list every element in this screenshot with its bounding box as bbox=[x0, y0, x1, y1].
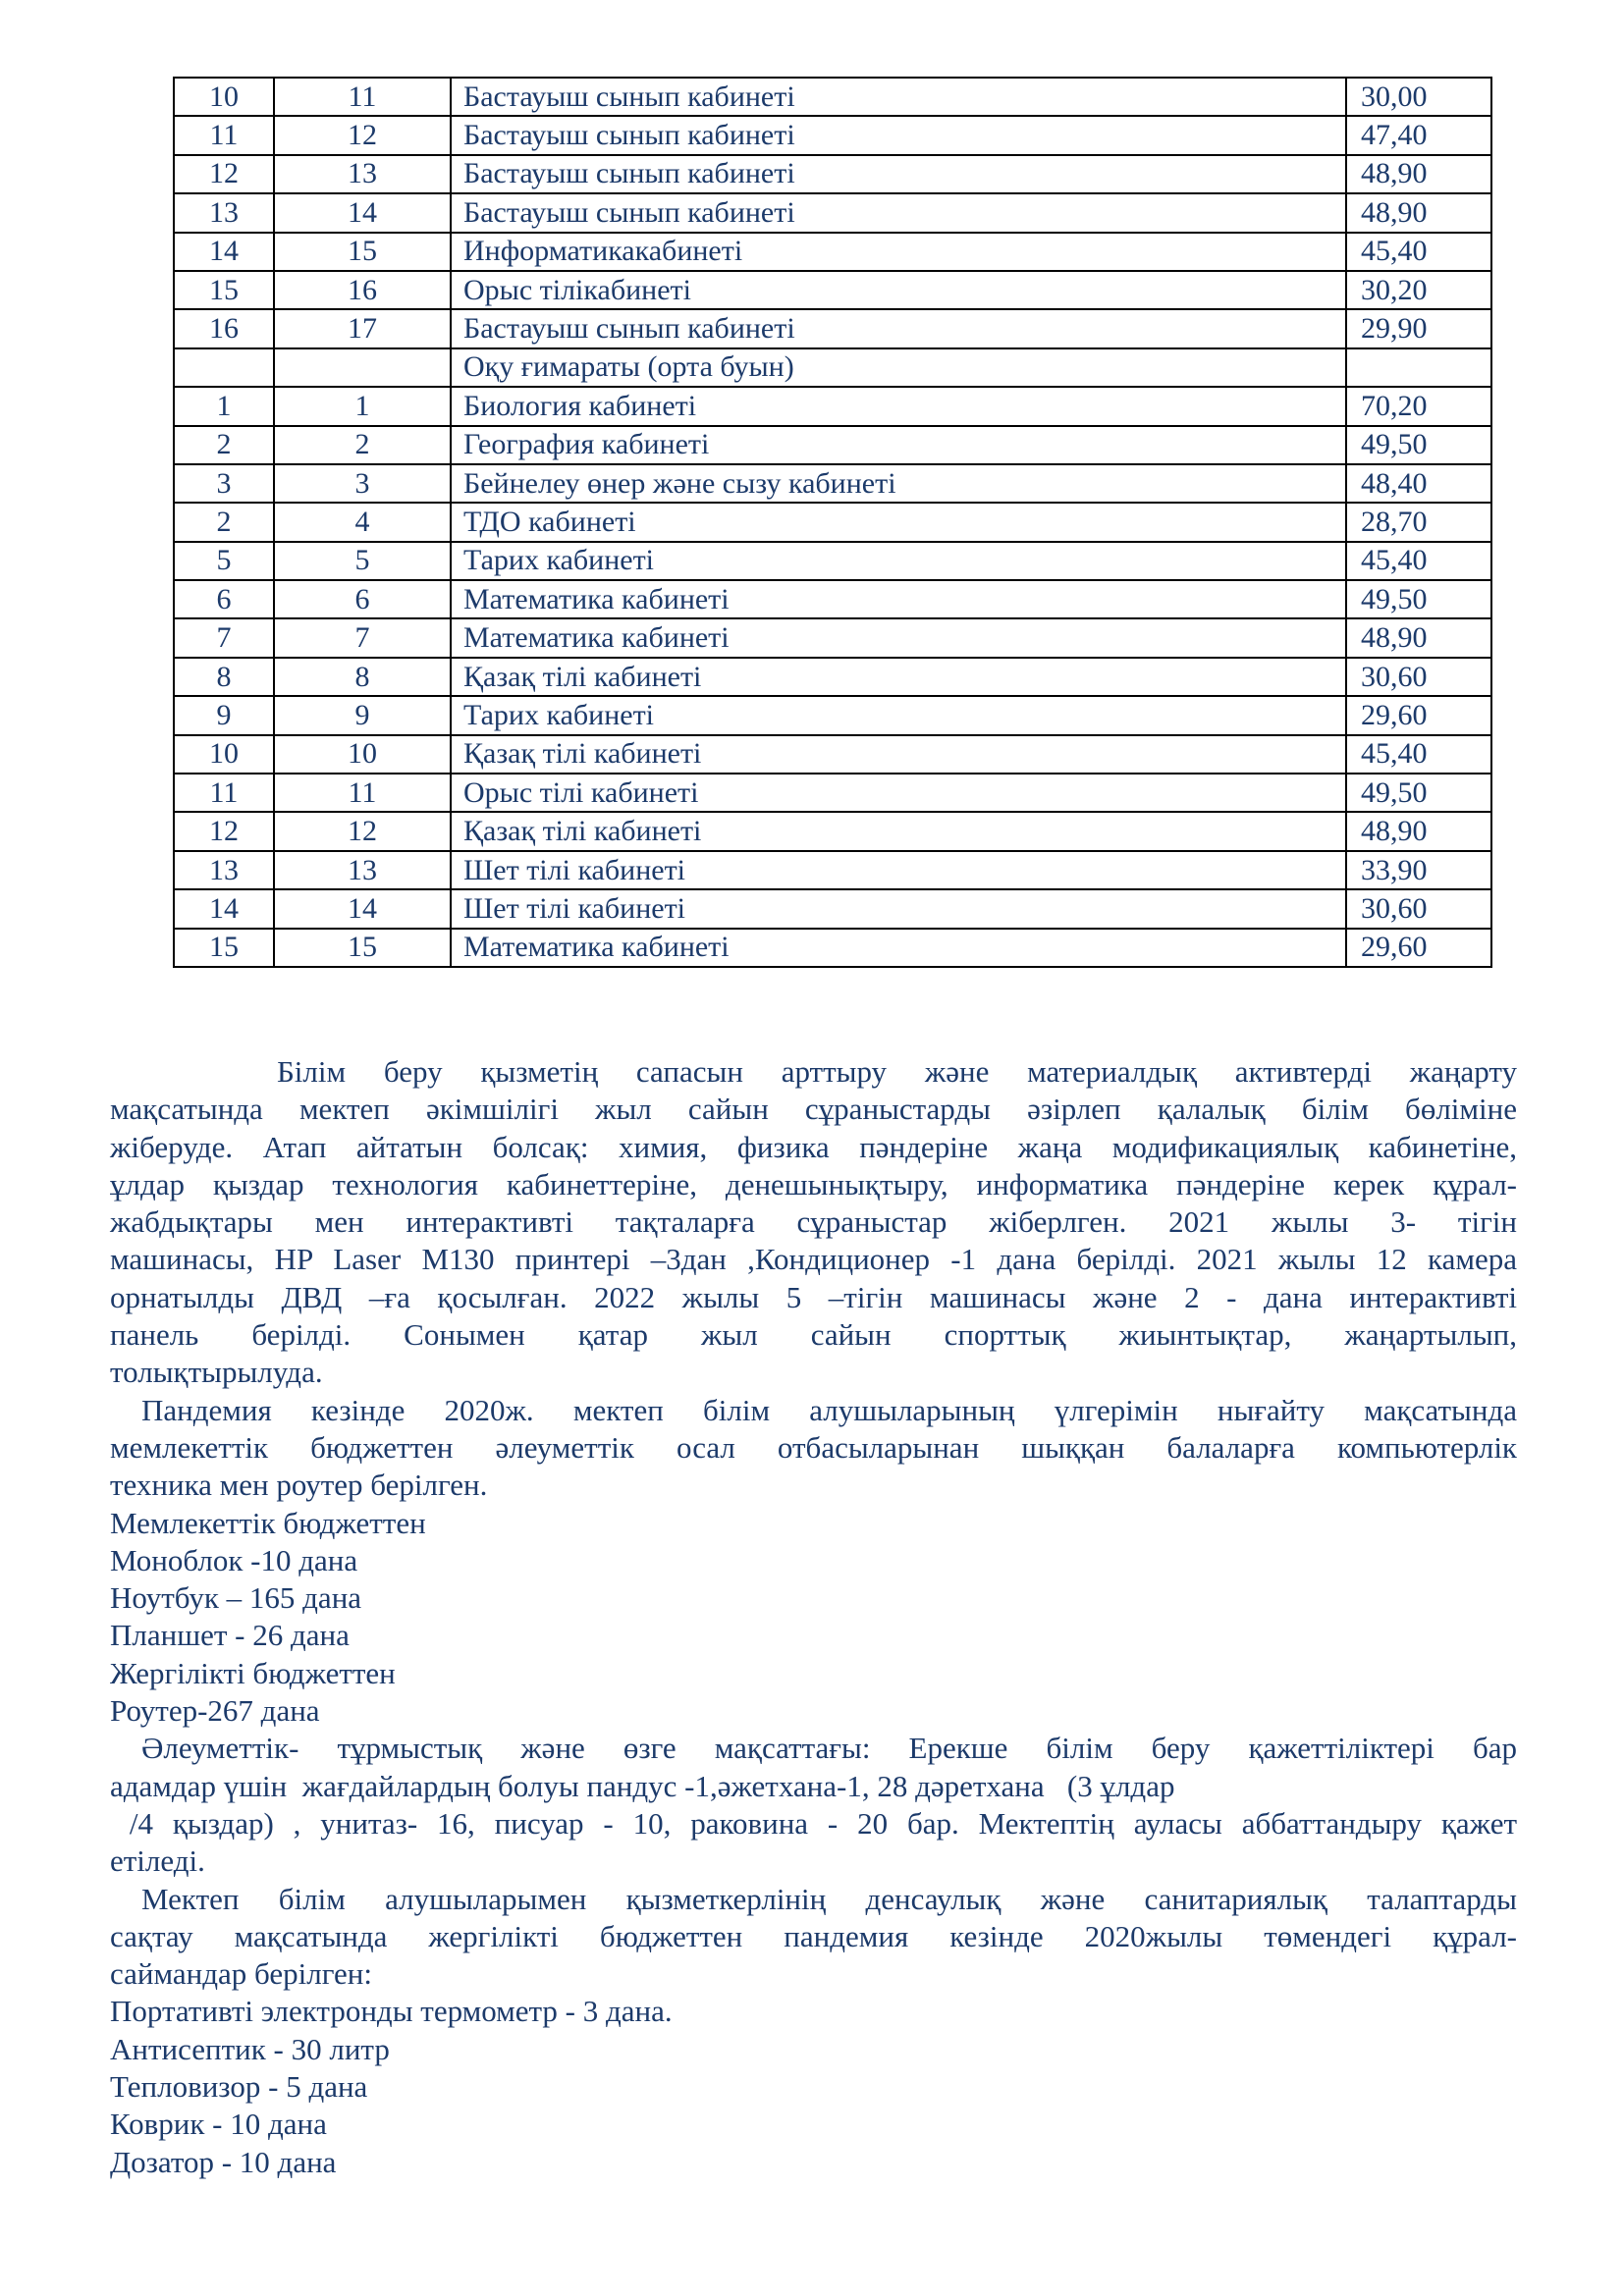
cabinet-number-cell: 15 bbox=[274, 929, 451, 967]
sanitary-list-item: Антисептик - 30 литр bbox=[110, 2031, 390, 2066]
paragraph-1-line: толықтырылуда. bbox=[110, 1355, 323, 1390]
paragraph-2-line: техника мен роутер берілген. bbox=[110, 1468, 488, 1503]
cabinet-number-cell: 17 bbox=[274, 309, 451, 347]
rooms-area-table bbox=[173, 77, 1492, 968]
paragraph-1-line: панель берілді. Сонымен қатар жыл сайын спорттық жиынтықтар, жаңартылып, bbox=[110, 1317, 1517, 1353]
table-row bbox=[174, 116, 1491, 154]
table-row bbox=[174, 348, 1491, 387]
budget-list-item: Моноблок -10 дана bbox=[110, 1542, 358, 1577]
cabinet-number-cell: 14 bbox=[274, 193, 451, 232]
room-name-cell: Тарих кабинеті bbox=[451, 542, 1346, 580]
row-number-cell: 11 bbox=[174, 116, 274, 154]
table-row bbox=[174, 812, 1491, 850]
paragraph-4-line: Мектеп білім алушыларымен қызметкерлінің денсаулық және санитариялық талаптарды bbox=[141, 1881, 1517, 1916]
room-name-cell: Бастауыш сынып кабинеті bbox=[451, 309, 1346, 347]
budget-list-item: Планшет - 26 дана bbox=[110, 1618, 350, 1653]
row-number-cell: 7 bbox=[174, 618, 274, 657]
cabinet-number-cell: 11 bbox=[274, 78, 451, 116]
document-body bbox=[110, 1053, 1517, 2181]
table-row bbox=[174, 503, 1491, 541]
room-name-cell: Информатикакабинеті bbox=[451, 233, 1346, 271]
area-value-cell: 30,60 bbox=[1346, 658, 1491, 696]
budget-list-item: Мемлекеттік бюджеттен bbox=[110, 1505, 426, 1540]
row-number-cell: 14 bbox=[174, 889, 274, 928]
table-row bbox=[174, 309, 1491, 347]
table-row bbox=[174, 464, 1491, 503]
budget-list-item: Роутер-267 дана bbox=[110, 1693, 320, 1729]
paragraph-3-line: /4 қыздар) , унитаз- 16, писуар - 10, раковина - 20 бар. Мектептің ауласы аббаттандыру қажет bbox=[110, 1805, 1517, 1841]
room-name-cell: Математика кабинеті bbox=[451, 618, 1346, 657]
table-row bbox=[174, 851, 1491, 889]
area-value-cell: 30,00 bbox=[1346, 78, 1491, 116]
room-name-cell: Шет тілі кабинеті bbox=[451, 889, 1346, 928]
paragraph-1-line: орнатылды ДВД –ға қосылған. 2022 жылы 5 –тігін машинасы және 2 - дана интерактивті bbox=[110, 1279, 1517, 1314]
area-value-cell: 30,60 bbox=[1346, 889, 1491, 928]
room-name-cell: География кабинеті bbox=[451, 426, 1346, 464]
room-name-cell: Орыс тілікабинеті bbox=[451, 271, 1346, 309]
area-value-cell: 48,90 bbox=[1346, 155, 1491, 193]
row-number-cell: 10 bbox=[174, 78, 274, 116]
room-name-cell: Бастауыш сынып кабинеті bbox=[451, 155, 1346, 193]
room-name-cell: Математика кабинеті bbox=[451, 929, 1346, 967]
table-row bbox=[174, 233, 1491, 271]
area-value-cell: 45,40 bbox=[1346, 735, 1491, 774]
row-number-cell: 12 bbox=[174, 155, 274, 193]
cabinet-number-cell: 9 bbox=[274, 696, 451, 734]
paragraph-1-line: Білім беру қызметің сапасын арттыру және материалдық активтерді жаңарту bbox=[277, 1054, 1517, 1089]
cabinet-number-cell: 8 bbox=[274, 658, 451, 696]
paragraph-3-line: Әлеуметтік- тұрмыстық және өзге мақсаттағы: Ерекше білім беру қажеттіліктері бар bbox=[141, 1731, 1517, 1766]
paragraph-4-line: саймандар берілген: bbox=[110, 1956, 372, 1992]
row-number-cell: 9 bbox=[174, 696, 274, 734]
room-name-cell: Шет тілі кабинеті bbox=[451, 851, 1346, 889]
cabinet-number-cell: 2 bbox=[274, 426, 451, 464]
room-name-cell: Биология кабинеті bbox=[451, 387, 1346, 425]
area-value-cell bbox=[1346, 348, 1491, 387]
room-name-cell: Тарих кабинеті bbox=[451, 696, 1346, 734]
row-number-cell: 1 bbox=[174, 387, 274, 425]
table-row bbox=[174, 193, 1491, 232]
paragraph-3-line: етіледі. bbox=[110, 1843, 205, 1879]
cabinet-number-cell: 12 bbox=[274, 116, 451, 154]
table-row bbox=[174, 618, 1491, 657]
area-value-cell: 49,50 bbox=[1346, 426, 1491, 464]
table-row bbox=[174, 542, 1491, 580]
paragraph-2-line: Пандемия кезінде 2020ж. мектеп білім алушыларының үлгерімін нығайту мақсатында bbox=[141, 1392, 1517, 1427]
room-name-cell: Орыс тілі кабинеті bbox=[451, 774, 1346, 812]
area-value-cell: 70,20 bbox=[1346, 387, 1491, 425]
room-name-cell: Қазақ тілі кабинеті bbox=[451, 658, 1346, 696]
table-row bbox=[174, 735, 1491, 774]
area-value-cell: 47,40 bbox=[1346, 116, 1491, 154]
area-value-cell: 48,40 bbox=[1346, 464, 1491, 503]
row-number-cell: 3 bbox=[174, 464, 274, 503]
area-value-cell: 45,40 bbox=[1346, 233, 1491, 271]
table-row bbox=[174, 696, 1491, 734]
row-number-cell: 2 bbox=[174, 426, 274, 464]
budget-list-item: Ноутбук – 165 дана bbox=[110, 1580, 362, 1616]
row-number-cell: 11 bbox=[174, 774, 274, 812]
room-name-cell: Математика кабинеті bbox=[451, 580, 1346, 618]
row-number-cell: 8 bbox=[174, 658, 274, 696]
table-row bbox=[174, 889, 1491, 928]
row-number-cell: 13 bbox=[174, 193, 274, 232]
room-name-cell: Бастауыш сынып кабинеті bbox=[451, 116, 1346, 154]
cabinet-number-cell bbox=[274, 348, 451, 387]
area-value-cell: 28,70 bbox=[1346, 503, 1491, 541]
cabinet-number-cell: 14 bbox=[274, 889, 451, 928]
cabinet-number-cell: 16 bbox=[274, 271, 451, 309]
cabinet-number-cell: 7 bbox=[274, 618, 451, 657]
room-name-cell: Бейнелеу өнер және сызу кабинеті bbox=[451, 464, 1346, 503]
table-row bbox=[174, 658, 1491, 696]
cabinet-number-cell: 11 bbox=[274, 774, 451, 812]
cabinet-number-cell: 12 bbox=[274, 812, 451, 850]
area-value-cell: 49,50 bbox=[1346, 774, 1491, 812]
budget-list-item: Жергілікті бюджеттен bbox=[110, 1655, 396, 1690]
table-row bbox=[174, 78, 1491, 116]
cabinet-number-cell: 4 bbox=[274, 503, 451, 541]
table-row bbox=[174, 155, 1491, 193]
row-number-cell: 10 bbox=[174, 735, 274, 774]
area-value-cell: 45,40 bbox=[1346, 542, 1491, 580]
cabinet-number-cell: 15 bbox=[274, 233, 451, 271]
cabinet-number-cell: 3 bbox=[274, 464, 451, 503]
cabinet-number-cell: 1 bbox=[274, 387, 451, 425]
row-number-cell: 15 bbox=[174, 929, 274, 967]
sanitary-list-item: Портативті электронды термометр - 3 дана. bbox=[110, 1994, 673, 2029]
cabinet-number-cell: 5 bbox=[274, 542, 451, 580]
row-number-cell: 14 bbox=[174, 233, 274, 271]
table-row bbox=[174, 929, 1491, 967]
area-value-cell: 48,90 bbox=[1346, 193, 1491, 232]
sanitary-list-item: Тепловизор - 5 дана bbox=[110, 2069, 368, 2105]
row-number-cell bbox=[174, 348, 274, 387]
paragraph-1-line: машинасы, HP Laser M130 принтері –3дан ,Кондиционер -1 дана берілді. 2021 жылы 12 камера bbox=[110, 1242, 1517, 1277]
area-value-cell: 29,90 bbox=[1346, 309, 1491, 347]
area-value-cell: 49,50 bbox=[1346, 580, 1491, 618]
table-row bbox=[174, 271, 1491, 309]
paragraph-1-line: мақсатында мектеп әкімшілігі жыл сайын сұраныстарды әзірлеп қалалық білім бөліміне bbox=[110, 1092, 1517, 1127]
area-value-cell: 33,90 bbox=[1346, 851, 1491, 889]
cabinet-number-cell: 6 bbox=[274, 580, 451, 618]
table-row bbox=[174, 580, 1491, 618]
paragraph-1-line: жабдықтары мен интерактивті тақталарға сұраныстар жіберлген. 2021 жылы 3- тігін bbox=[110, 1204, 1517, 1240]
cabinet-number-cell: 13 bbox=[274, 851, 451, 889]
table-row bbox=[174, 387, 1491, 425]
room-name-cell: Қазақ тілі кабинеті bbox=[451, 735, 1346, 774]
cabinet-number-cell: 13 bbox=[274, 155, 451, 193]
room-name-cell: ТДО кабинеті bbox=[451, 503, 1346, 541]
area-value-cell: 48,90 bbox=[1346, 618, 1491, 657]
rooms-table-body bbox=[174, 78, 1491, 967]
row-number-cell: 15 bbox=[174, 271, 274, 309]
row-number-cell: 12 bbox=[174, 812, 274, 850]
table-row bbox=[174, 426, 1491, 464]
row-number-cell: 5 bbox=[174, 542, 274, 580]
sanitary-list-item: Дозатор - 10 дана bbox=[110, 2144, 337, 2179]
room-name-cell: Бастауыш сынып кабинеті bbox=[451, 78, 1346, 116]
row-number-cell: 2 bbox=[174, 503, 274, 541]
area-value-cell: 48,90 bbox=[1346, 812, 1491, 850]
paragraph-4-line: сақтау мақсатында жергілікті бюджеттен пандемия кезінде 2020жылы төмендегі құрал- bbox=[110, 1918, 1517, 1953]
room-name-cell: Қазақ тілі кабинеті bbox=[451, 812, 1346, 850]
row-number-cell: 16 bbox=[174, 309, 274, 347]
sanitary-list-item: Коврик - 10 дана bbox=[110, 2107, 327, 2142]
paragraph-3-line: адамдар үшін жағдайлардың болуы пандус -1,әжетхана-1, 28 дәретхана (3 ұлдар bbox=[110, 1768, 1175, 1803]
area-value-cell: 29,60 bbox=[1346, 696, 1491, 734]
area-value-cell: 30,20 bbox=[1346, 271, 1491, 309]
row-number-cell: 6 bbox=[174, 580, 274, 618]
room-name-cell: Оқу ғимараты (орта буын) bbox=[451, 348, 1346, 387]
paragraph-2-line: мемлекеттік бюджеттен әлеуметтік осал отбасыларынан шыққан балаларға компьютерлік bbox=[110, 1429, 1517, 1465]
paragraph-1-line: ұлдар қыздар технология кабинеттеріне, денешынықтыру, информатика пәндеріне керек құрал- bbox=[110, 1166, 1517, 1201]
row-number-cell: 13 bbox=[174, 851, 274, 889]
room-name-cell: Бастауыш сынып кабинеті bbox=[451, 193, 1346, 232]
table-row bbox=[174, 774, 1491, 812]
cabinet-number-cell: 10 bbox=[274, 735, 451, 774]
paragraph-1-line: жіберуде. Атап айтатын болсақ: химия, физика пәндеріне жаңа модификациялық кабинетіне, bbox=[110, 1129, 1517, 1164]
area-value-cell: 29,60 bbox=[1346, 929, 1491, 967]
